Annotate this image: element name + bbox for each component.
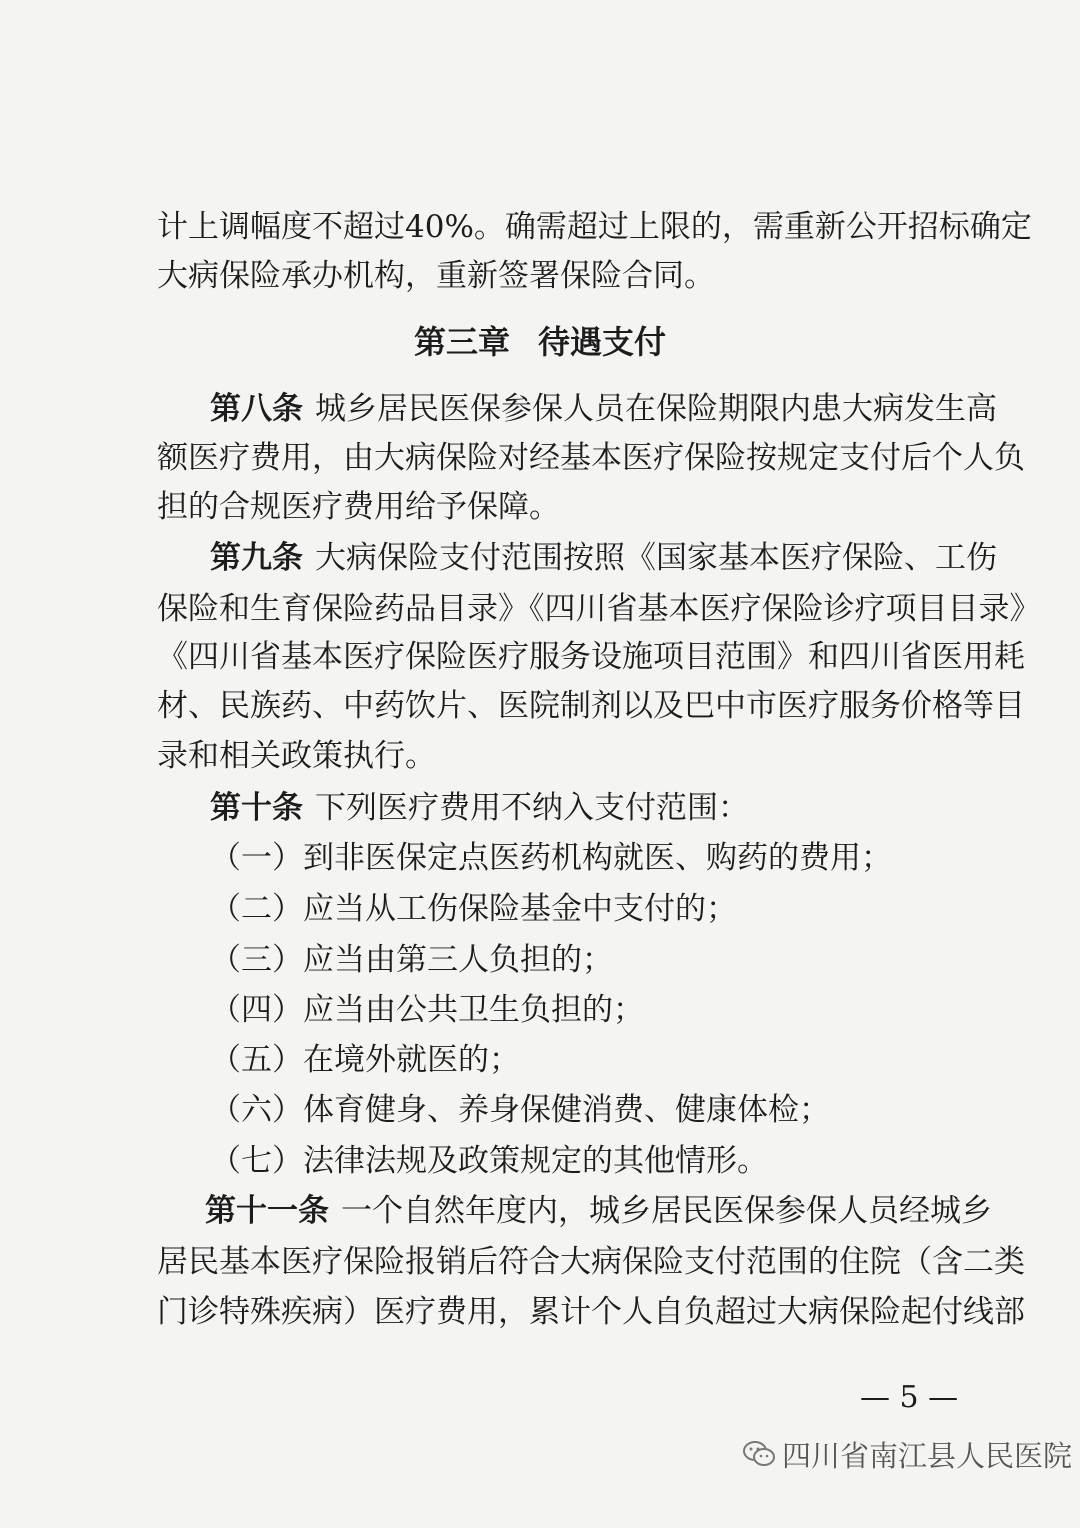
article-label: 第八条 [210,391,303,427]
chapter-heading [0,322,1080,362]
article-11-line [205,1191,992,1231]
wechat-icon [742,1439,776,1469]
article-text: 一个自然年度内，城乡居民医保参保人员经城乡 [341,1193,992,1229]
article-label: 第十条 [210,790,303,826]
article-text: 大病保险支付范围按照《国家基本医疗保险、工伤 [315,540,997,576]
list-item: （三）应当由第三人负担的； [210,942,613,978]
list-item: （二）应当从工伤保险基金中支付的； [210,891,737,927]
watermark [742,1432,1072,1476]
text-line: 居民基本医疗保险报销后符合大病保险支付范围的住院（含二类 [157,1244,1025,1280]
list-item: （六）体育健身、养身保健消费、健康体检； [210,1092,830,1128]
article-10-line [210,788,947,828]
chapter-title: 待遇支付 [538,323,667,361]
text-line: 保险和生育保险药品目录》《四川省基本医疗保险诊疗项目目录》 [157,591,1041,627]
article-text: 下列医疗费用不纳入支付范围： [315,790,749,826]
watermark-text: 四川省南江县人民医院 [782,1438,1073,1473]
article-9-line [210,538,997,578]
article-label: 第十一条 [205,1193,329,1229]
list-item: （七）法律法规及政策规定的其他情形。 [210,1143,768,1179]
chapter-number: 第三章 [413,323,510,361]
text-line: 材、民族药、中药饮片、医院制剂以及巴中市医疗服务价格等目 [157,688,1025,724]
list-item: （一）到非医保定点医药机构就医、购药的费用； [210,840,892,876]
page-number: — 5 — [860,1380,959,1415]
article-8-line [210,389,997,429]
text-line: 额医疗费用，由大病保险对经基本医疗保险按规定支付后个人负 [157,440,1025,476]
text-line: 计上调幅度不超过40%。确需超过上限的，需重新公开招标确定 [157,209,1032,245]
article-label: 第九条 [210,540,303,576]
text-line: 担的合规医疗费用给予保障。 [157,489,560,525]
text-line: 大病保险承办机构，重新签署保险合同。 [157,258,715,294]
text-line: 录和相关政策执行。 [157,738,436,774]
text-line: 门诊特殊疾病）医疗费用，累计个人自负超过大病保险起付线部 [157,1294,1025,1330]
text-line: 《四川省基本医疗保险医疗服务设施项目范围》和四川省医用耗 [157,639,1025,675]
list-item: （四）应当由公共卫生负担的； [210,992,644,1028]
list-item: （五）在境外就医的； [210,1042,520,1078]
article-text: 城乡居民医保参保人员在保险期限内患大病发生高 [315,391,997,427]
